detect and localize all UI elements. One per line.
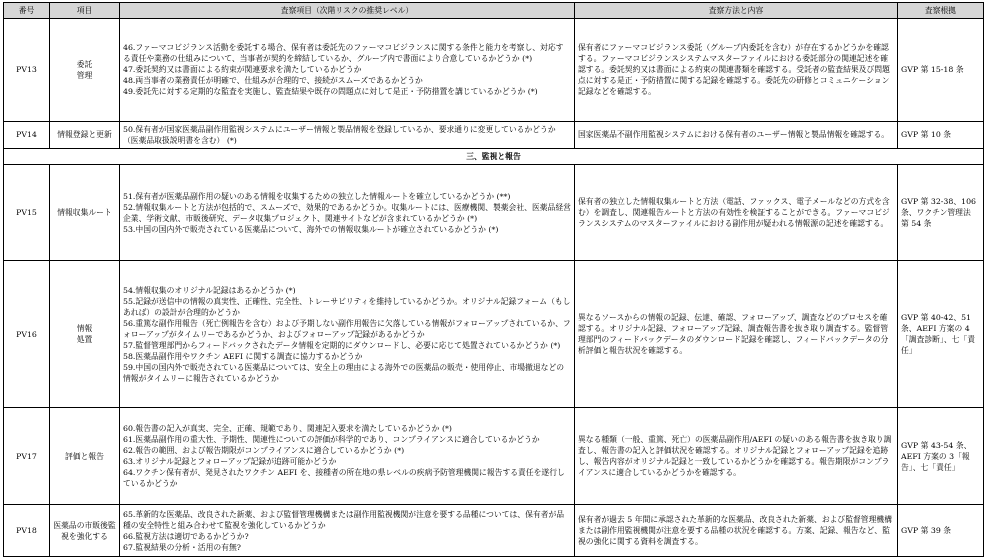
inspection-item: 64.ワクチン保有者が、発見されたワクチン AEFI を、接種者の所在地の県レベルの疾病予防管理機関に報告する責任を遂行しているかどうか xyxy=(123,468,565,489)
inspection-item: 55.記録が送信中の情報の真実性、正確性、完全性、トレーサビリティを維持しているかどうか。オリジナル記録フォーム（もしあれば）の設計が合理的かどうか xyxy=(123,296,571,317)
row-items xyxy=(120,505,575,557)
row-category xyxy=(50,261,120,408)
inspection-item: 65.革新的な医薬品、改良された新薬、および監督管理機構または副作用監視機関が注意を要する品種については、保有者が品種の安全特性と組み合わせて監視を強化しているかどうか xyxy=(123,509,565,530)
inspection-item: 63.オリジナル記録とフォローアップ記録が追跡可能かどうか xyxy=(123,457,337,467)
row-method: 保有者が過去 5 年間に承認された革新的な医薬品、改良された新薬、および監督管理機構または副作用監視機関が注意を要する品種の状況を確認する。方案、記録、報告など、監視の強化に関する資料を調査する。 xyxy=(575,505,898,557)
header-basis: 査察根拠 xyxy=(898,3,984,19)
row-basis: GVP 第 10 条 xyxy=(898,121,984,148)
row-basis: GVP 第 15-18 条 xyxy=(898,19,984,122)
row-category xyxy=(50,408,120,505)
category-line: 評価と報告 xyxy=(65,451,104,461)
table-row-pv16 xyxy=(4,261,984,408)
inspection-item: 49.委託先に対する定期的な監査を実施し、監査結果や既存の問題点に対して是正・予防措置を講じているかどうか (*) xyxy=(123,87,538,97)
row-method: 国家医薬品不副作用監視システムにおける保有者のユーザー情報と製品情報を確認する。 xyxy=(575,121,898,148)
header-num: 番号 xyxy=(4,3,50,19)
inspection-item: 67.監視結果の分析・活用の有無? xyxy=(123,542,241,552)
inspection-item: 61.医薬品副作用の重大性、予期性、関連性についての評価が科学的であり、コンプライアンスに適合しているかどうか xyxy=(123,435,540,445)
row-category xyxy=(50,121,120,148)
category-line: 情報収集ルート xyxy=(57,208,112,218)
row-method: 保有者にファーマコビジランス委託（グループ内委託を含む）が存在するかどうかを確認する。ファーマコビジランスシステムマスターファイルにおける委託部分の関連記述を確認する。委託契約又は書面による約束の関連書類を確認する。受託者の監査結果及び問題点に対する是正・予防措置に関する記録を確認する。委託先の研修とコミュニケーション記録などを確認する。 xyxy=(575,19,898,122)
inspection-item: 51.保有者が医薬品副作用の疑いのある情報を収集するための独立した情報ルートを確立しているかどうか (**) xyxy=(123,191,511,201)
header-method: 査察方法と内容 xyxy=(575,3,898,19)
row-num: PV17 xyxy=(4,408,50,505)
row-basis: GVP 第 40-42、51 条、AEFI 方案の 4「調査診断」、七「責任」 xyxy=(898,261,984,408)
inspection-item: 48.両当事者の業務責任が明確で、仕組みが合理的で、接続がスムーズであるかどうか xyxy=(123,76,423,86)
row-items xyxy=(120,121,575,148)
table-row-pv17 xyxy=(4,408,984,505)
category-line: 処置 xyxy=(76,335,93,345)
row-num: PV16 xyxy=(4,261,50,408)
inspection-item: 46.ファーマコビジランス活動を委託する場合、保有者は委託先のファーマコビジランスに関する条件と能力を考察し、対応する責任や業務の仕組みについて、当事者が契約を締結しているか、グループ内で書面により合意しているかどうか (*) xyxy=(123,43,564,64)
category-line: 情報登録と更新 xyxy=(57,130,112,140)
inspection-item: 47.委託契約又は書面による約束が関連要求を満たしているかどうか xyxy=(123,65,362,75)
category-line: 委託 xyxy=(76,59,93,69)
table-row-pv13 xyxy=(4,19,984,122)
inspection-item: 57.監督管理部門からフィードバックされたデータ情報を定期的にダウンロードし、必要に応じて処置されているかどうか (*) xyxy=(123,340,561,350)
category-line: 情報 xyxy=(76,324,93,334)
row-num: PV15 xyxy=(4,165,50,261)
inspection-item: 58.医薬品副作用やワクチン AEFI に関する調査に協力するかどうか xyxy=(123,351,363,361)
inspection-item: 56.重篤な副作用報告（死亡例報告を含む）および予期しない副作用報告に欠落している情報がフォローアップされているか、フォローアップがタイムリーであるかどうか、およびフォローアップ記録があるかどうか xyxy=(123,318,571,339)
row-num: PV18 xyxy=(4,505,50,557)
table-row-pv18 xyxy=(4,505,984,557)
inspection-item: 54.情報収集のオリジナル記録はあるかどうか (*) xyxy=(123,285,296,295)
table-row-pv14 xyxy=(4,121,984,148)
row-method: 異なるソースからの情報の記録、伝達、確認、フォローアップ、調査などのプロセスを確認する。オリジナル記録、フォローアップ記録、調査報告書を抜き取り調査する。監督管理部門のフィードバックデータのダウンロード記録を確認し、フィードバックデータの分析評価と報告状況を確認する。 xyxy=(575,261,898,408)
inspection-item: 52.情報収集ルートと方法が包括的で、スムーズで、効果的であるかどうか。収集ルートには、医療機関、製薬会社、医薬品経営企業、学術文献、市販後研究、データ収集プロジェクト、関連サイトなどが含まれているかどうか (*) xyxy=(123,202,571,223)
row-num: PV13 xyxy=(4,19,50,122)
inspection-item: 50.保有者が国家医薬品副作用監視システムにユーザー情報と製品情報を登録しているか、要求通りに変更しているかどうか（医薬品取扱説明書を含む） (*) xyxy=(123,124,556,145)
section-title: 三、監視と報告 xyxy=(4,149,984,165)
row-basis: GVP 第 39 条 xyxy=(898,505,984,557)
inspection-item: 53.中国の国内外で販売されている医薬品について、海外での情報収集ルートが確立されているかどうか (*) xyxy=(123,224,499,234)
row-num: PV14 xyxy=(4,121,50,148)
row-method: 異なる種類（一般、重篤、死亡）の医薬品副作用/AEFI の疑いのある報告書を抜き取り調査し、報告書の記入と評価状況を確認する。オリジナル記録とフォローアップ記録を追跡し、報告内容がオリジナル記録と一致しているかどうかを確認する。報告期限がコンプライアンスに適合しているかどうかを確認する。 xyxy=(575,408,898,505)
inspection-item: 66.監視方法は適切であるかどうか? xyxy=(123,531,249,541)
inspection-item: 60.報告書の記入が真実、完全、正確、規範であり、関連記入要求を満たしているかどうか (*) xyxy=(123,424,452,434)
row-items xyxy=(120,165,575,261)
header-category: 項目 xyxy=(50,3,120,19)
row-method: 保有者の独立した情報収集ルートと方法（電話、ファックス、電子メールなどの方式を含む）を調査し、関連報告ルートと方法の有効性を検証することができる。ファーマコビジランスシステムのマスターファイルにおける副作用が疑われる情報源の記述を確認する。 xyxy=(575,165,898,261)
row-basis: GVP 第 43-54 条、AEFI 方案の 3「報告」、七「責任」 xyxy=(898,408,984,505)
row-category xyxy=(50,19,120,122)
row-basis: GVP 第 32-38、106 条、ワクチン管理法 第 54 条 xyxy=(898,165,984,261)
row-items xyxy=(120,408,575,505)
row-items xyxy=(120,19,575,122)
inspection-table xyxy=(3,2,984,557)
row-category xyxy=(50,165,120,261)
table-row-pv15 xyxy=(4,165,984,261)
header-row xyxy=(4,3,984,19)
category-line: 医薬品の市販後監視を強化する xyxy=(53,520,116,541)
inspection-item: 62.報告の範囲、および報告期限がコンプライアンスに適合しているかどうか (*) xyxy=(123,446,405,456)
inspection-item: 59.中国の国内外で販売されている医薬品については、安全上の理由による海外での医薬品の販売・使用停止、市場撤退などの情報がタイムリーに報告されているかどうか xyxy=(123,362,565,383)
category-line: 管理 xyxy=(76,70,93,80)
row-items xyxy=(120,261,575,408)
section-row xyxy=(4,149,984,165)
header-items: 査察項目（次階リスクの推奨レベル） xyxy=(120,3,575,19)
row-category xyxy=(50,505,120,557)
